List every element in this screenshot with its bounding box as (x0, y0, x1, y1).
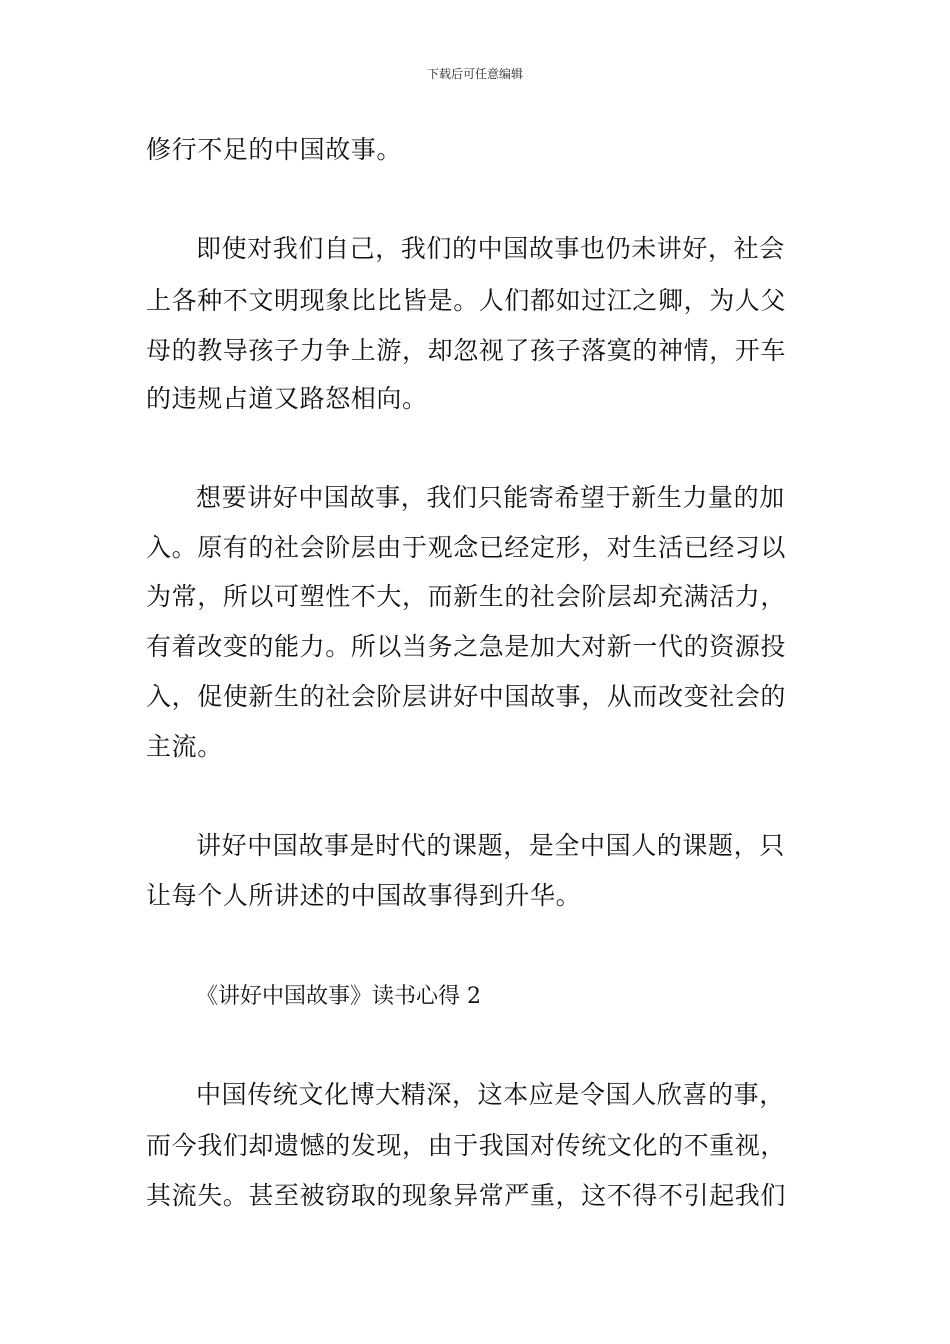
text-line: 而今我们却遗憾的发现，由于我国对传统文化的不重视， (146, 1131, 787, 1160)
header-note: 下载后可任意编辑 (426, 67, 523, 81)
text-line: 入，促使新生的社会阶层讲好中国故事，从而改变社会的 (146, 682, 787, 711)
text-line: 为常，所以可塑性不大，而新生的社会阶层却充满活力， (146, 582, 787, 611)
text-line: 中国传统文化博大精深，这本应是令国人欣喜的事， (196, 1080, 785, 1109)
text-line: 主流。 (146, 732, 223, 761)
text-line: 母的教导孩子力争上游，却忽视了孩子落寞的神情，开车 (146, 336, 787, 365)
text-line: 即使对我们自己，我们的中国故事也仍未讲好，社会 (196, 234, 785, 263)
text-line: 上各种不文明现象比比皆是。人们都如过江之卿，为人父 (146, 286, 787, 315)
text-line: 有着改变的能力。所以当务之急是加大对新一代的资源投 (146, 632, 787, 661)
section-title: 《讲好中国故事》读书心得 2 (196, 984, 481, 1009)
text-line: 想要讲好中国故事，我们只能寄希望于新生力量的加 (196, 483, 785, 512)
text-line: 讲好中国故事是时代的课题，是全中国人的课题，只 (196, 831, 785, 860)
text-line: 的违规占道又路怒相向。 (146, 384, 428, 413)
text-line: 修行不足的中国故事。 (146, 135, 403, 164)
text-line: 其流失。甚至被窃取的现象异常严重，这不得不引起我们 (146, 1181, 787, 1210)
text-line: 入。原有的社会阶层由于观念已经定形，对生活已经习以 (146, 533, 787, 562)
text-line: 让每个人所讲述的中国故事得到升华。 (146, 881, 582, 910)
